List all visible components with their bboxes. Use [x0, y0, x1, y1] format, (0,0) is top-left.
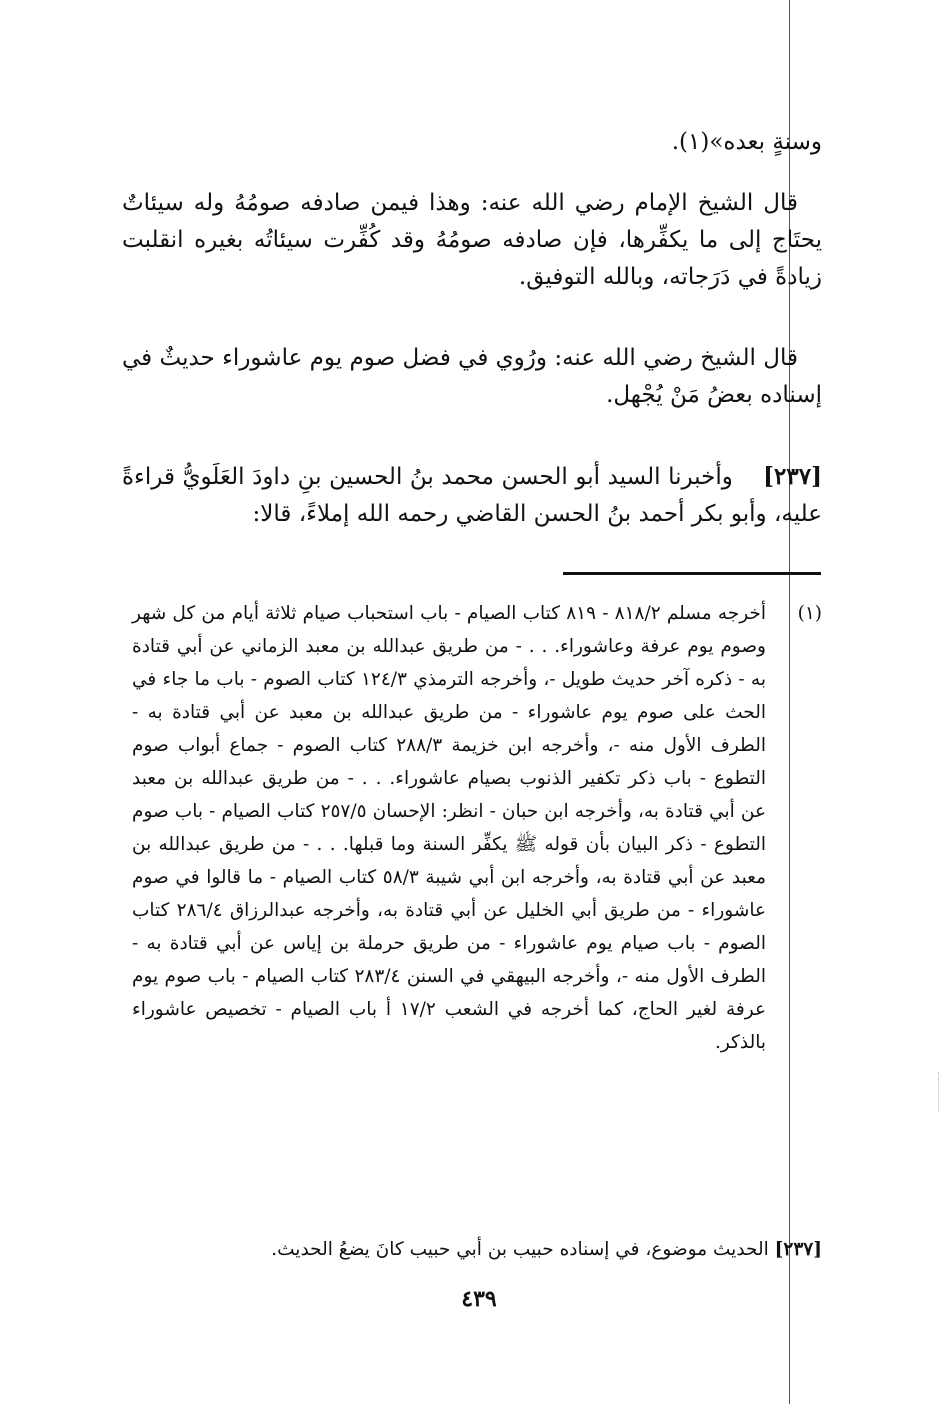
footnote-separator [563, 572, 821, 575]
page-number-wrap [0, 1286, 950, 1312]
footnote-number: (١) [797, 603, 822, 624]
footnote-text: أخرجه مسلم ٨١٨/٢ - ٨١٩ كتاب الصيام - باب استحباب صيام ثلاثة أيام من كل شهر وصوم يوم عرفة وعاشوراء. . . - من طريق عبدالله بن معبد الزماني عن أبي قتادة به - ذكره آخر حديث طويل -، وأخرجه الترمذي ١٢٤/٣ كتاب الصوم - باب ما جاء في الحث على صوم يوم عاشوراء - من طريق عبدالله بن معبد عن أبي قتادة به - الطرف الأول منه -، وأخرجه ابن خزيمة ٢٨٨/٣ كتاب الصوم - جماع أبواب صوم التطوع - باب ذكر تكفير الذنوب بصيام عاشوراء. . . - من طريق عبدالله بن معبد عن أبي قتادة به، وأخرجه ابن حبان - انظر: الإحسان ٢٥٧/٥ كتاب الصيام - باب صوم التطوع - ذكر البيان بأن قوله ﷺ يكفِّر السنة وما قبلها. . . - من طريق عبدالله بن معبد عن أبي قتادة به، وأخرجه ابن أبي شيبة ٥٨/٣ كتاب الصيام - ما قالوا في صوم عاشوراء - من طريق أبي الخليل عن أبي قتادة به، وأخرجه عبدالرزاق ٢٨٦/٤ كتاب الصوم - باب صيام يوم عاشوراء - من طريق حرملة بن إياس عن أبي قتادة به - الطرف الأول منه -، وأخرجه البيهقي في السنن ٢٨٣/٤ كتاب الصيام - باب صوم يوم عرفة لغير الحاج، كما أخرجه في الشعب ١٧/٢ أ باب الصيام - تخصيص عاشوراء بالذكر. [132, 603, 767, 1053]
paragraph-commentary: قال الشيخ الإمام رضي الله عنه: وهذا فيمن صادفه صومُهُ وله سيئاتٌ يحتَاج إلى ما يكفِّرها، فإن صادفه صومُهُ وقد كُفِّرت سيئاتُه بغيره انقلبت زيادةً في دَرَجاته، وبالله التوفيق. [122, 190, 822, 290]
margin-mark [938, 1072, 945, 1112]
footnote [132, 597, 822, 1059]
paragraph-continuation: وسنةٍ بعده»(١). [671, 129, 822, 155]
paragraph-commentary-2: قال الشيخ رضي الله عنه: ورُوي في فضل صوم يوم عاشوراء حديثٌ في إسناده بعضُ مَنْ يُجْهل. [122, 345, 822, 408]
hadith-paragraph [122, 458, 822, 533]
hadith-number: [٢٣٧] [763, 463, 822, 490]
note-text: الحديث موضوع، في إسناده حبيب بن أبي حبيب كانَ يضعُ الحديث. [271, 1239, 769, 1260]
hadith-text: وأخبرنا السيد أبو الحسن محمد بنُ الحسين بنِ داودَ العَلَويُّ قراءةً عليه، وأبو بكر أحمد بنُ الحسن القاضي رحمه الله إملاءً، قالا: [122, 464, 822, 527]
note-number: [٢٣٧] [774, 1239, 822, 1260]
page-number: ٤٣٩ [461, 1286, 497, 1312]
hadith-note [122, 1233, 822, 1266]
